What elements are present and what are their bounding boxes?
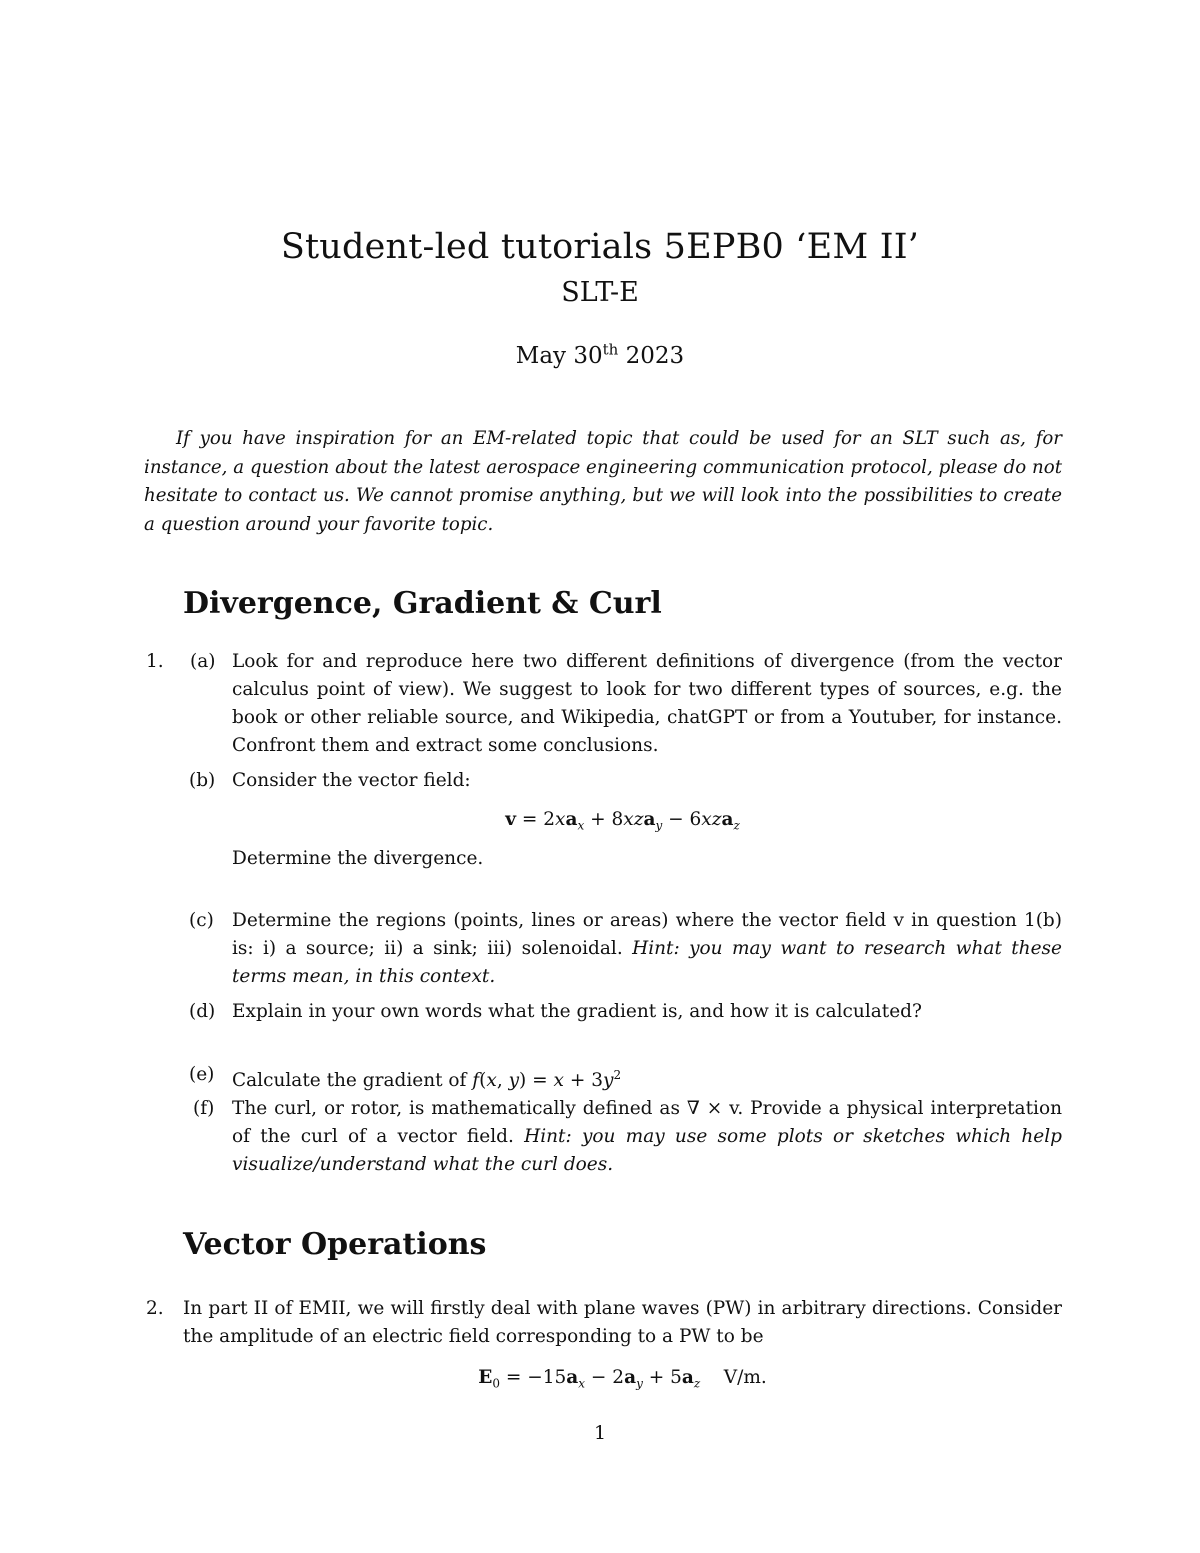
question-2-text: In part II of EMII, we will firstly deal with plane waves (PW) in arbitrary directions. Consider the amplitude of an electric field corresponding to a PW to be [183,1298,1062,1347]
date-prefix: May 30 [515,343,603,369]
item-label-e: (e) [189,1064,215,1085]
item-hint-c: Hint: you may want to research what these terms mean, in this context. [232,938,1062,987]
item-text-f [232,1095,1062,1179]
item-label-c: (c) [189,910,214,931]
document-title: Student-led tutorials 5EPB0 ‘EM II’ [280,227,920,267]
item-text-c-body: Determine the regions (points, lines or areas) where the vector field v in question 1(b) is: i) a source; ii) a sink; iii) solenoidal. [232,910,1062,959]
item-label-f: (f) [193,1098,215,1119]
question-number-2: 2. [146,1298,164,1319]
item-text-d: Explain in your own words what the gradient is, and how it is calculated? [232,1001,922,1022]
gradient-function: f(x, $y) = x + 3y^2$ [472,1068,622,1092]
item-label-b: (b) [189,770,216,791]
section-heading-divergence: Divergence, Gradient & Curl [183,586,662,621]
question-number-1: 1. [146,651,164,672]
item-text-c [232,907,1062,991]
item-text-a: Look for and reproduce here two different definitions of divergence (from the vector calculus point of view). We suggest to look for two different types of sources, e.g. the book or other reliable source, and Wikipedia, chatGPT or from a Youtuber, for instance. Confront them and extract some conclusions. [232,651,1062,756]
document-date [0,341,1200,371]
item-text-b-follow: Determine the divergence. [232,848,484,869]
title-block [0,225,1200,371]
item-label-a: (a) [190,651,216,672]
document-subtitle: SLT-E [561,277,639,308]
date-suffix: 2023 [618,343,685,369]
intro-paragraph: If you have inspiration for an EM-related topic that could be used for an SLT such as, for instance, a question about the latest aerospace engineering communication protocol, please do not hesitate to contact us. We cannot promise anything, but we will look into the possibilities to create a question around your favorite topic. [144,428,1062,535]
item-text-e-body: Calculate the gradient of [232,1070,473,1092]
section-heading-vector-operations: Vector Operations [183,1227,487,1262]
item-hint-f: Hint: you may use some plots or sketches which help visualize/understand what the curl does. [232,1126,1062,1175]
date-superscript: th [602,340,619,359]
item-text-f-body: The curl, or rotor, is mathematically defined as ∇ × v. Provide a physical interpretation of the curl of a vector field. [232,1098,1062,1147]
item-text-e [232,1061,1062,1095]
item-text-b: Consider the vector field: [232,770,471,791]
equation-vector-field: $v = 2xa_x + 8xza_y - 6xza_z$ [505,809,740,833]
page-number: 1 [593,1422,607,1444]
item-label-d: (d) [189,1001,216,1022]
equation-electric-field: $E_0 = -15a_x - 2a_y + 5a_z$ V/m. [478,1367,767,1391]
